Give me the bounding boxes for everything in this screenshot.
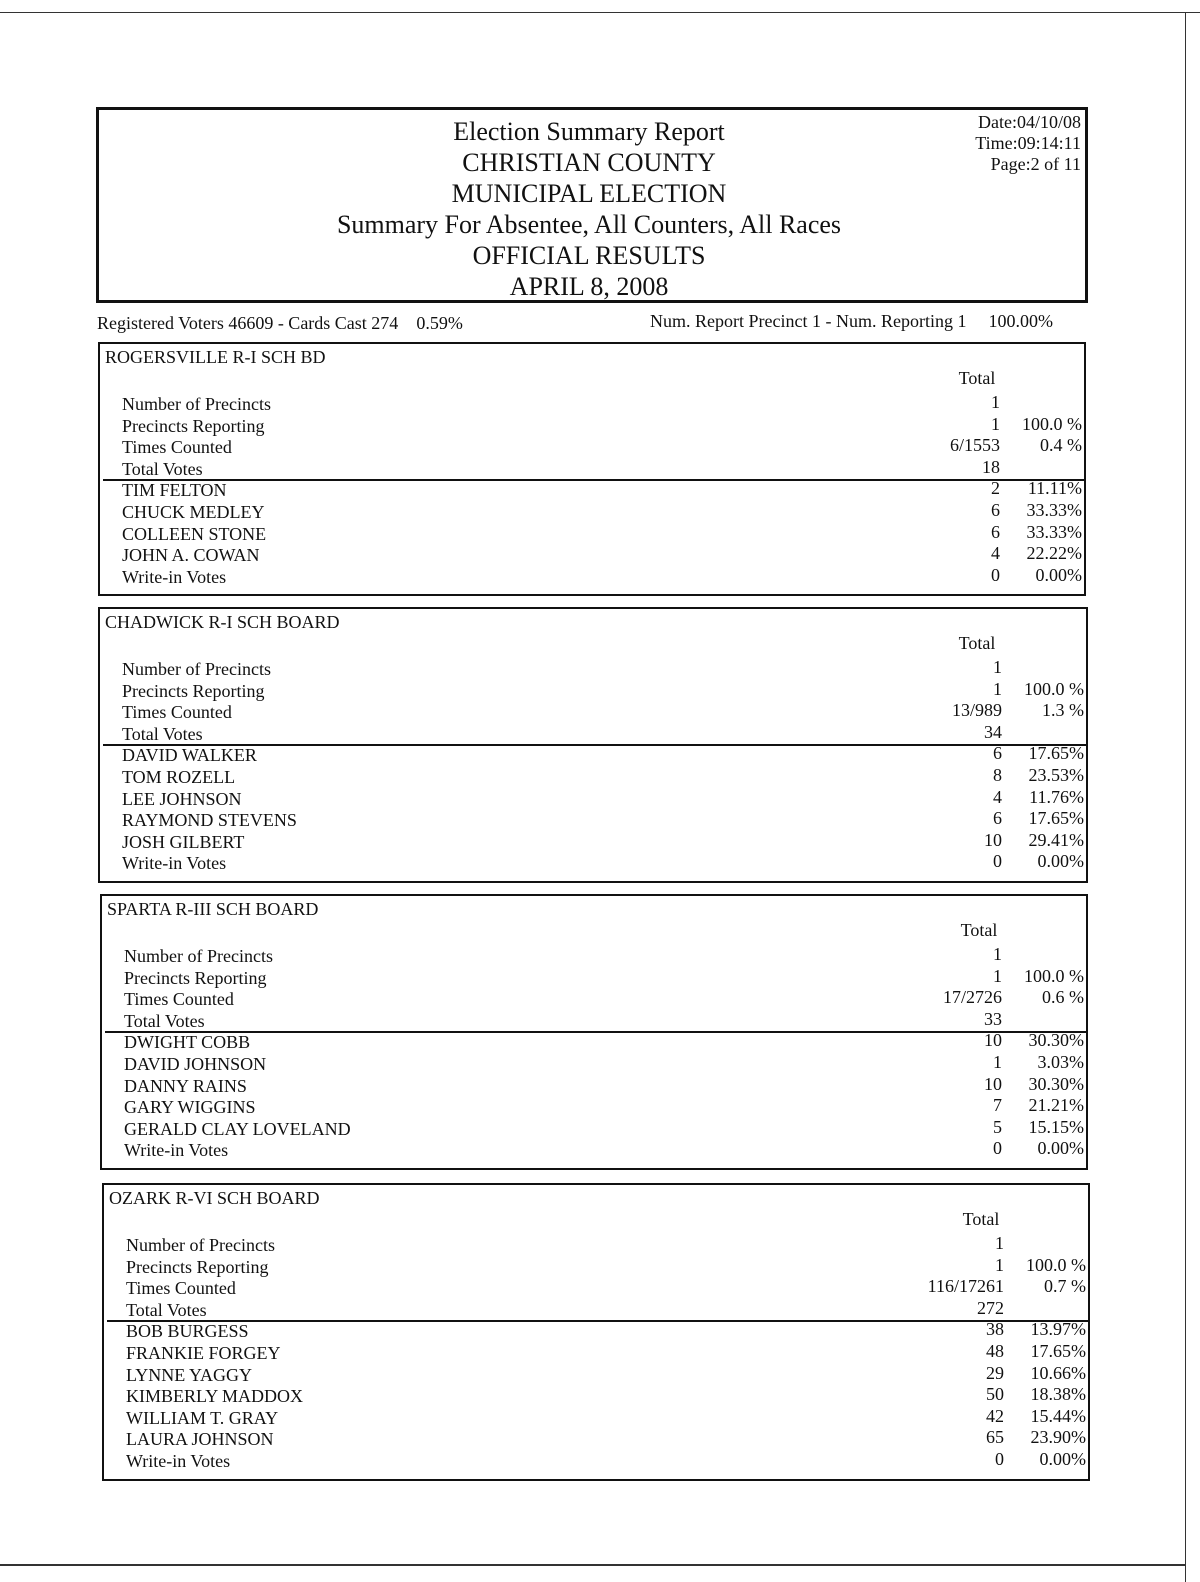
candidate-row-percent: 11.76%	[1029, 786, 1084, 807]
stat-row-label: Total Votes	[122, 458, 203, 479]
candidate-row-label: RAYMOND STEVENS	[122, 810, 297, 831]
stat-row	[104, 1235, 1088, 1256]
precinct-reporting-summary	[650, 311, 1053, 332]
candidate-row-percent: 10.66%	[1030, 1362, 1086, 1383]
candidate-row-percent: 15.44%	[1030, 1405, 1086, 1426]
candidate-row	[104, 1343, 1088, 1364]
candidate-row	[100, 502, 1084, 523]
scan-edge-top	[0, 12, 1200, 13]
candidate-row-value: 4	[991, 543, 1000, 564]
candidate-row	[100, 480, 1084, 501]
candidate-row-percent: 21.21%	[1028, 1095, 1084, 1116]
report-header	[96, 107, 1088, 303]
candidate-row	[100, 767, 1086, 788]
candidate-row-percent: 23.53%	[1028, 765, 1084, 785]
stat-row-value: 34	[984, 721, 1002, 742]
race-box	[98, 342, 1086, 596]
candidate-row-percent: 0.00%	[1037, 1138, 1084, 1159]
stat-row-label: Times Counted	[122, 437, 232, 458]
candidate-row	[102, 1073, 1086, 1097]
report-title-block	[279, 116, 899, 302]
stat-row	[100, 678, 1086, 702]
candidate-row-percent: 33.33%	[1026, 500, 1082, 520]
turnout-percent: 0.59%	[416, 313, 463, 333]
candidate-row-value: 10	[984, 1073, 1002, 1094]
candidate-row-value: 0	[991, 564, 1000, 585]
stat-row-value: 1	[995, 1233, 1004, 1253]
candidate-row-value: 38	[986, 1319, 1004, 1340]
candidate-row-label: LYNNE YAGGY	[126, 1364, 253, 1385]
candidate-row-label: JOHN A. COWAN	[122, 545, 260, 566]
stat-row-label: Times Counted	[124, 989, 234, 1010]
candidate-row-value: 6	[993, 808, 1002, 829]
candidate-row-percent: 0.00%	[1035, 564, 1082, 585]
stat-row-percent: 100.0 %	[1026, 1254, 1086, 1275]
stat-row-percent: 0.6 %	[1042, 987, 1084, 1008]
candidate-row-value: 5	[993, 1116, 1002, 1137]
candidate-row-label: TOM ROZELL	[122, 767, 236, 787]
stat-row	[100, 456, 1084, 480]
candidate-row-value: 50	[986, 1384, 1004, 1405]
stat-row	[100, 413, 1084, 437]
scan-edge-right	[1185, 12, 1186, 1582]
stat-row-value: 33	[984, 1008, 1002, 1029]
registered-voters-text: Registered Voters 46609 - Cards Cast 274	[97, 313, 399, 333]
stat-row	[104, 1254, 1088, 1278]
county-name: CHRISTIAN COUNTY	[462, 148, 716, 177]
candidate-row-label: DANNY RAINS	[124, 1075, 247, 1096]
candidate-row-label: KIMBERLY MADDOX	[126, 1386, 304, 1407]
race-box	[98, 607, 1088, 883]
candidate-row	[102, 1032, 1086, 1053]
candidate-row-label: DWIGHT COBB	[124, 1032, 251, 1053]
candidate-row-value: 10	[984, 829, 1002, 850]
candidate-row-label: WILLIAM T. GRAY	[126, 1407, 279, 1428]
candidate-row-label: JOSH GILBERT	[122, 831, 245, 852]
candidate-row-label: COLLEEN STONE	[122, 523, 267, 544]
candidate-row	[104, 1386, 1088, 1407]
total-column-header: Total	[962, 1209, 1000, 1229]
candidate-row-label: Write-in Votes	[124, 1140, 229, 1161]
stat-row	[102, 946, 1086, 967]
candidate-row-value: 4	[993, 786, 1002, 807]
election-date: APRIL 8, 2008	[509, 272, 669, 301]
stat-row-value: 1	[993, 965, 1002, 986]
candidate-row-percent: 29.41%	[1028, 829, 1084, 850]
candidate-row-label: Write-in Votes	[122, 566, 227, 587]
precinct-reporting-percent: 100.00%	[988, 311, 1053, 331]
candidate-row-value: 6	[993, 743, 1002, 764]
stat-row-label: Precincts Reporting	[122, 680, 265, 701]
candidate-row	[100, 810, 1086, 831]
precinct-reporting-text: Num. Report Precinct 1 - Num. Reporting 1	[650, 311, 967, 331]
stat-row-value: 116/17261	[927, 1276, 1004, 1297]
candidate-row-value: 29	[986, 1362, 1004, 1383]
stat-row	[100, 702, 1086, 723]
stat-row-label: Total Votes	[122, 723, 203, 744]
stat-row-value: 1	[993, 657, 1002, 677]
stat-row-value: 1	[993, 944, 1002, 964]
scan-edge-bottom	[0, 1564, 1186, 1566]
stat-row	[100, 394, 1084, 415]
results-status: OFFICIAL RESULTS	[472, 241, 706, 270]
stat-row-value: 18	[982, 456, 1000, 477]
stat-row-percent: 0.7 %	[1044, 1276, 1086, 1297]
report-meta	[975, 112, 1081, 175]
total-column-header: Total	[958, 633, 996, 653]
race-box	[100, 894, 1088, 1170]
candidate-row-value: 7	[993, 1095, 1002, 1116]
candidate-row	[100, 786, 1086, 810]
candidate-row-percent: 17.65%	[1030, 1341, 1086, 1361]
stat-row-label: Times Counted	[126, 1278, 236, 1299]
candidate-row-label: Write-in Votes	[126, 1451, 231, 1471]
candidate-row	[104, 1405, 1088, 1429]
stat-row	[104, 1278, 1088, 1299]
stat-row-label: Number of Precincts	[126, 1235, 275, 1255]
candidate-row-percent: 33.33%	[1026, 521, 1082, 542]
candidate-row-percent: 22.22%	[1026, 543, 1082, 564]
stat-row-label: Precincts Reporting	[126, 1256, 269, 1277]
candidate-row-value: 65	[986, 1427, 1004, 1448]
stat-row-value: 1	[991, 413, 1000, 434]
stat-row	[100, 659, 1086, 680]
candidate-row-value: 8	[993, 765, 1002, 785]
stat-row-label: Times Counted	[122, 702, 232, 723]
stat-row-value: 1	[995, 1254, 1004, 1275]
stat-row	[102, 989, 1086, 1010]
candidate-row-value: 0	[993, 851, 1002, 872]
summary-scope: Summary For Absentee, All Counters, All Races	[336, 210, 842, 239]
candidate-row-percent: 0.00%	[1039, 1449, 1086, 1469]
candidate-row-value: 6	[991, 521, 1000, 542]
candidate-row	[100, 829, 1086, 853]
total-column-header: Total	[960, 920, 998, 940]
candidate-row-value: 0	[995, 1449, 1004, 1469]
candidate-row	[100, 853, 1086, 874]
stat-row-percent: 100.0 %	[1022, 413, 1082, 434]
stat-row	[102, 1008, 1086, 1032]
stat-row-value: 272	[977, 1297, 1004, 1318]
race-title: ROGERSVILLE R-I SCH BD	[105, 347, 326, 367]
stat-row	[102, 965, 1086, 989]
race-title: CHADWICK R-I SCH BOARD	[105, 612, 340, 632]
candidate-row-percent: 0.00%	[1037, 851, 1084, 872]
stat-row-value: 17/2726	[942, 987, 1002, 1008]
stat-row-label: Total Votes	[126, 1299, 207, 1320]
race-title: SPARTA R-III SCH BOARD	[107, 899, 319, 919]
candidate-row	[104, 1429, 1088, 1450]
candidate-row-label: CHUCK MEDLEY	[122, 502, 265, 522]
candidate-row	[102, 1116, 1086, 1140]
stat-row	[104, 1297, 1088, 1321]
total-column-header: Total	[958, 368, 996, 388]
candidate-row-label: TIM FELTON	[122, 480, 227, 501]
candidate-row-value: 42	[986, 1405, 1004, 1426]
stat-row-value: 1	[993, 678, 1002, 699]
candidate-row	[100, 745, 1086, 766]
candidate-row-percent: 3.03%	[1037, 1052, 1084, 1072]
stat-row	[100, 721, 1086, 745]
candidate-row	[102, 1140, 1086, 1161]
candidate-row-label: GERALD CLAY LOVELAND	[124, 1118, 351, 1139]
stat-row-percent: 100.0 %	[1024, 678, 1084, 699]
candidate-row-value: 1	[993, 1052, 1002, 1072]
stat-row-label: Number of Precincts	[124, 946, 273, 966]
candidate-row	[102, 1097, 1086, 1118]
candidate-row-label: DAVID WALKER	[122, 745, 257, 766]
stat-row-percent: 100.0 %	[1024, 965, 1084, 986]
candidate-row-percent: 11.11%	[1027, 478, 1082, 499]
stat-row-label: Precincts Reporting	[122, 415, 265, 436]
candidate-row-percent: 23.90%	[1030, 1427, 1086, 1448]
candidate-row-percent: 30.30%	[1028, 1073, 1084, 1094]
candidate-row-percent: 17.65%	[1028, 743, 1084, 764]
candidate-row	[100, 521, 1084, 545]
candidate-row-value: 2	[991, 478, 1000, 499]
candidate-row	[104, 1321, 1088, 1342]
candidate-row	[100, 564, 1084, 588]
candidate-row-label: LEE JOHNSON	[122, 788, 242, 809]
stat-row-value: 1	[991, 392, 1000, 412]
candidate-row	[104, 1451, 1088, 1472]
candidate-row-value: 0	[993, 1138, 1002, 1159]
candidate-row-percent: 13.97%	[1030, 1319, 1086, 1340]
stat-row-value: 6/1553	[949, 435, 1000, 456]
candidate-row-label: LAURA JOHNSON	[126, 1429, 274, 1450]
stat-row-label: Precincts Reporting	[124, 967, 267, 988]
candidate-row	[104, 1362, 1088, 1386]
election-name: MUNICIPAL ELECTION	[451, 179, 727, 208]
candidate-row-percent: 30.30%	[1028, 1030, 1084, 1051]
candidate-row-label: BOB BURGESS	[126, 1321, 249, 1342]
candidate-row	[102, 1054, 1086, 1075]
report-title: Election Summary Report	[453, 117, 725, 146]
stat-row-label: Number of Precincts	[122, 394, 271, 414]
registered-voters-summary	[97, 313, 463, 334]
candidate-row-percent: 17.65%	[1028, 808, 1084, 829]
candidate-row-label: DAVID JOHNSON	[124, 1054, 267, 1074]
stat-row-value: 13/989	[951, 700, 1002, 721]
candidate-row-percent: 18.38%	[1030, 1384, 1086, 1405]
candidate-row-value: 10	[984, 1030, 1002, 1051]
page-number: Page:2 of 11	[990, 154, 1081, 174]
stat-row-label: Number of Precincts	[122, 659, 271, 679]
race-title: OZARK R-VI SCH BOARD	[109, 1188, 320, 1208]
stat-row-percent: 0.4 %	[1040, 435, 1082, 456]
candidate-row-label: Write-in Votes	[122, 853, 227, 874]
candidate-row-label: GARY WIGGINS	[124, 1097, 256, 1118]
candidate-row-value: 48	[986, 1341, 1004, 1361]
candidate-row-label: FRANKIE FORGEY	[126, 1343, 281, 1363]
report-time: Time:09:14:11	[975, 133, 1081, 153]
race-box	[102, 1183, 1090, 1481]
candidate-row-value: 6	[991, 500, 1000, 520]
stat-row	[100, 437, 1084, 458]
stat-row-percent: 1.3 %	[1042, 700, 1084, 721]
report-date: Date:04/10/08	[978, 112, 1081, 132]
candidate-row	[100, 545, 1084, 566]
candidate-row-percent: 15.15%	[1028, 1116, 1084, 1137]
stat-row-label: Total Votes	[124, 1010, 205, 1031]
